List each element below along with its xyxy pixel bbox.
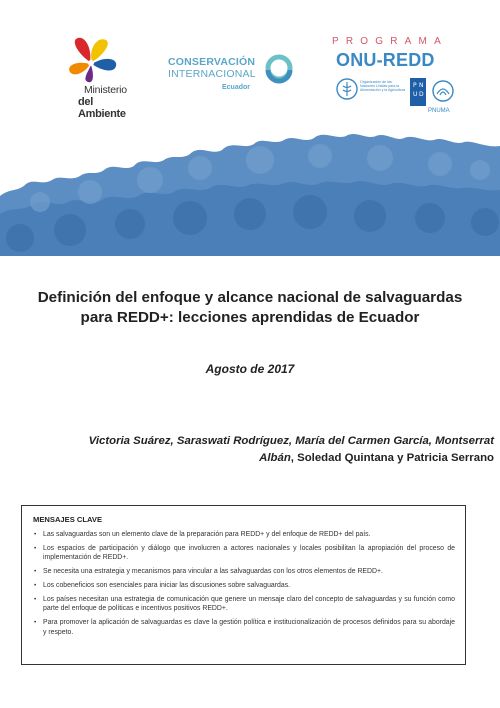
unep-emblem-icon: [432, 80, 454, 102]
bullet-icon: •: [34, 595, 37, 603]
ci-line1: CONSERVACIÓN: [168, 56, 256, 68]
pnuma-text: PNUMA: [428, 108, 450, 114]
list-item-text: Los países necesitan una estrategia de comunicación que genere un mensaje claro del concepto de salvaguardas y su función como parte del enfoque de políticas e incentivos positivos REDD+.: [43, 595, 455, 613]
list-item-text: Las salvaguardas son un elemento clave de la preparación para REDD+ y del enfoque de REDD+ del país.: [43, 531, 371, 538]
ministerio-line2: del Ambiente: [78, 96, 126, 120]
list-item: [33, 544, 455, 563]
bullet-icon: •: [34, 568, 37, 576]
onu-redd-logo: [332, 36, 462, 126]
key-messages-box: [21, 505, 466, 665]
conservacion-internacional-logo: [168, 52, 296, 100]
list-item: [33, 595, 455, 614]
list-item: [33, 618, 455, 637]
document-date: Agosto de 2017: [205, 362, 295, 376]
ministerio-line1: Ministerio: [84, 84, 127, 96]
ministerio-ambiente-logo: [48, 36, 138, 120]
partner-logos: [334, 76, 462, 124]
ministerio-flower-icon: [48, 36, 138, 86]
bullet-icon: •: [34, 544, 37, 552]
list-item-text: Los espacios de participación y diálogo que involucren a actores nacionales y locales posibilitan la apropiación del proceso de implementación de REDD+.: [43, 544, 455, 562]
list-item: [33, 581, 455, 591]
list-item: [33, 567, 455, 577]
list-item-text: Para promover la aplicación de salvaguardas es clave la gestión política e institucionalización de procesos definidos para su abordaje y respeto.: [43, 619, 455, 636]
undp-emblem-icon: [410, 78, 426, 106]
fao-emblem-icon: [336, 78, 358, 100]
key-messages-heading: MENSAJES CLAVE: [33, 515, 103, 524]
ci-ring-icon: [264, 54, 294, 84]
svg-text:P: P: [413, 82, 417, 89]
ci-line3: Ecuador: [222, 84, 251, 91]
list-item-text: Los cobeneficios son esenciales para iniciar las discusiones sobre salvaguardas.: [43, 581, 291, 589]
authors-rest: , Soledad Quintana y Patricia Serrano: [290, 452, 494, 464]
forest-banner: [0, 126, 500, 280]
document-title: Definición del enfoque y alcance nacional de salvaguardas para REDD+: lecciones aprendidas de Ecuador: [37, 289, 463, 326]
onu-program-label: PROGRAMA: [332, 36, 448, 47]
svg-text:N: N: [419, 82, 424, 89]
svg-text:D: D: [419, 91, 424, 98]
svg-text:U: U: [413, 91, 418, 98]
list-item: [33, 530, 455, 540]
fao-text: Organización de las Naciones Unidas para la Alimentación y la Agricultura: [360, 80, 406, 93]
ci-line2: INTERNACIONAL: [168, 68, 256, 80]
list-item-text: Se necesita una estrategia y mecanismos para vincular a las salvaguardas con los otros elementos de REDD+.: [43, 568, 383, 576]
document-authors: [60, 433, 494, 467]
bullet-icon: •: [34, 531, 37, 538]
onu-redd-name: ONU-REDD: [336, 50, 435, 70]
bullet-icon: •: [34, 581, 37, 589]
authors-italic: Victoria Suárez, Saraswati Rodríguez, María del Carmen García, Montserrat Albán: [88, 435, 494, 464]
key-messages-list: [33, 530, 455, 637]
bullet-icon: •: [34, 619, 37, 627]
